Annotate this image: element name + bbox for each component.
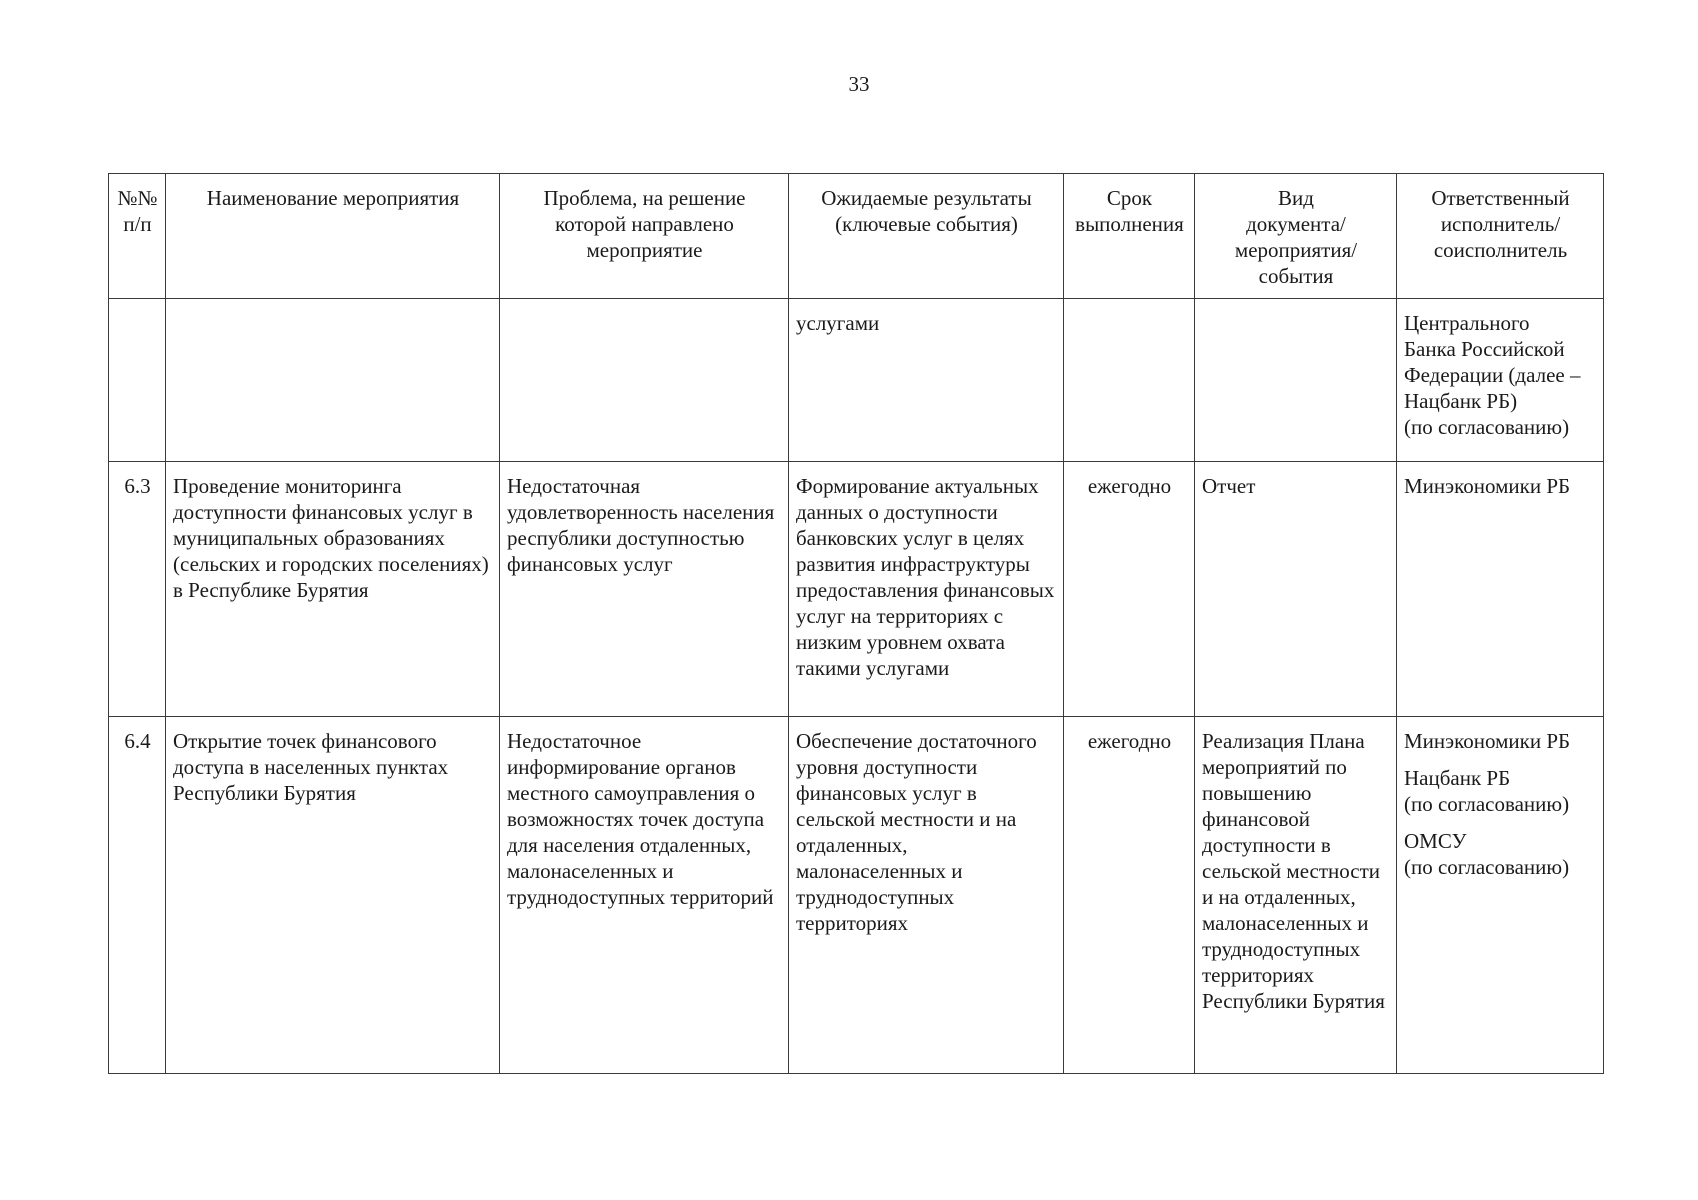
cell-problem (500, 299, 789, 462)
cell-num: 6.4 (109, 717, 166, 1074)
cell-term (1064, 299, 1195, 462)
cell-num: 6.3 (109, 462, 166, 717)
cell-name: Открытие точек финансового доступа в населенных пунктах Республики Бурятия (166, 717, 500, 1074)
plan-table (108, 173, 1604, 1074)
cell-term: ежегодно (1064, 717, 1195, 1074)
header-responsible: Ответственный исполнитель/ соисполнитель (1397, 174, 1604, 299)
table-row (109, 717, 1604, 1074)
table-header-row (109, 174, 1604, 299)
cell-doc-type: Реализация Плана мероприятий по повышению финансовой доступности в сельской местности и на отдаленных, малонаселенных и труднодоступных территориях Республики Бурятия (1195, 717, 1397, 1074)
cell-num (109, 299, 166, 462)
header-name: Наименование мероприятия (166, 174, 500, 299)
responsible-entry: Минэкономики РБ (1404, 729, 1571, 753)
responsible-entry: Центрального Банка Российской Федерации (далее – Нацбанк РБ) (по согласованию) (1404, 311, 1581, 439)
cell-results: Обеспечение достаточного уровня доступности финансовых услуг в сельской местности и на отдаленных, малонаселенных и труднодоступных территориях (789, 717, 1064, 1074)
cell-name: Проведение мониторинга доступности финансовых услуг в муниципальных образованиях (сельских и городских поселениях) в Республике Бурятия (166, 462, 500, 717)
cell-responsible (1397, 299, 1604, 462)
header-num: №№ п/п (109, 174, 166, 299)
responsible-entry: Нацбанк РБ (по согласованию) (1404, 766, 1570, 816)
cell-problem: Недостаточное информирование органов местного самоуправления о возможностях точек доступа для населения отдаленных, малонаселенных и труднодоступных территорий (500, 717, 789, 1074)
cell-results: Формирование актуальных данных о доступности банковских услуг в целях развития инфраструктуры предоставления финансовых услуг на территориях с низким уровнем охвата такими услугами (789, 462, 1064, 717)
responsible-entry: Минэкономики РБ (1404, 474, 1571, 498)
cell-doc-type (1195, 299, 1397, 462)
cell-results: услугами (789, 299, 1064, 462)
cell-name (166, 299, 500, 462)
header-doc-type: Вид документа/ мероприятия/ события (1195, 174, 1397, 299)
header-term: Срок выполнения (1064, 174, 1195, 299)
responsible-entry: ОМСУ (по согласованию) (1404, 829, 1570, 879)
cell-doc-type: Отчет (1195, 462, 1397, 717)
cell-responsible (1397, 717, 1604, 1074)
header-problem: Проблема, на решение которой направлено мероприятие (500, 174, 789, 299)
cell-responsible (1397, 462, 1604, 717)
table-row (109, 299, 1604, 462)
page-number: 33 (848, 72, 870, 96)
header-results: Ожидаемые результаты (ключевые события) (789, 174, 1064, 299)
cell-problem: Недостаточная удовлетворенность населения республики доступностью финансовых услуг (500, 462, 789, 717)
table-row (109, 462, 1604, 717)
cell-term: ежегодно (1064, 462, 1195, 717)
